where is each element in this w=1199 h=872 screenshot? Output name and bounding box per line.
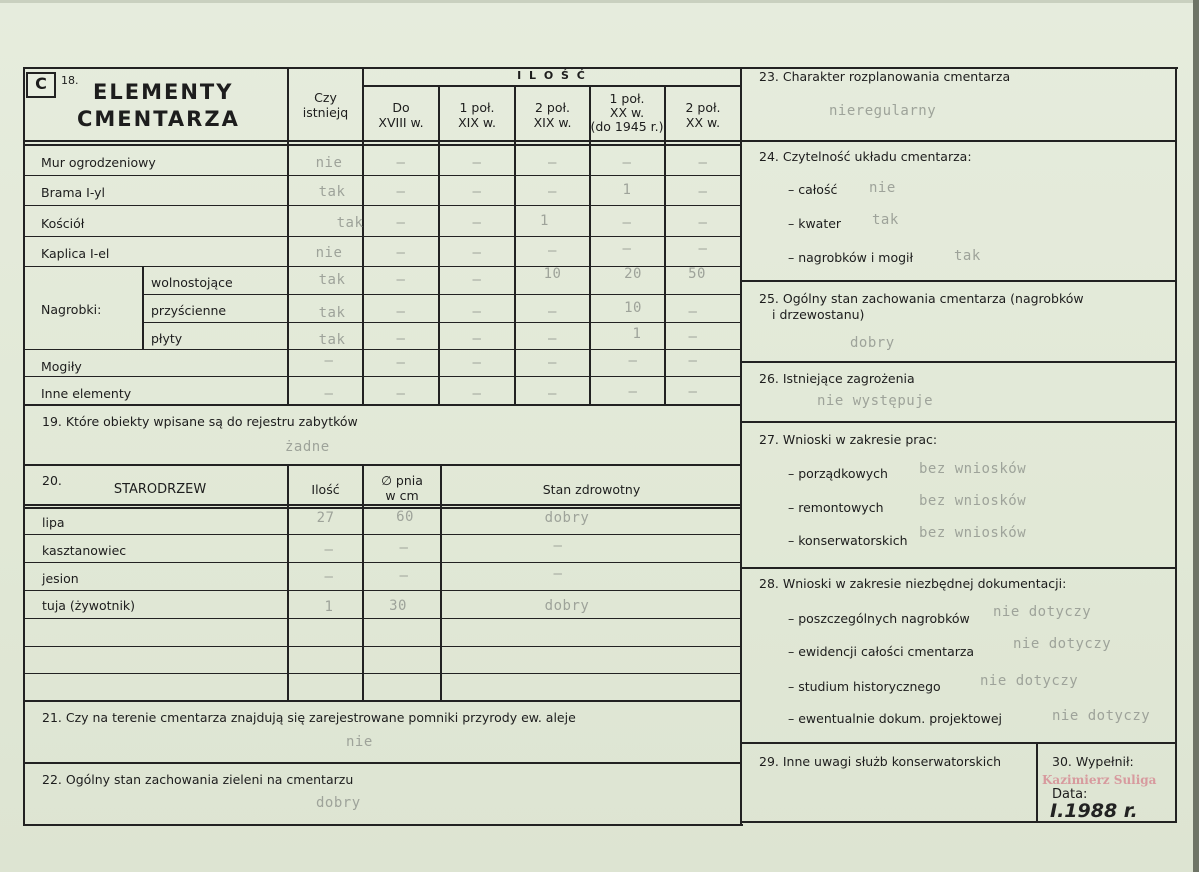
exists-value: tak — [336, 215, 364, 231]
q24-item-answer: tak — [872, 212, 899, 228]
exists-value: – — [324, 353, 334, 369]
q20-title: STARODRZEW — [113, 482, 207, 497]
tree-pnia: – — [399, 568, 409, 584]
period-value: 1 — [632, 326, 642, 342]
period-value: – — [472, 331, 482, 347]
row-label: Kaplica I-el — [41, 246, 110, 261]
tree-stan: – — [553, 566, 563, 582]
period-value: – — [548, 355, 557, 371]
period-header-5: 2 poł. XX w. — [685, 100, 721, 130]
q23-answer: nieregularny — [829, 103, 937, 119]
tree-stan: – — [553, 538, 563, 554]
tree-stan: dobry — [544, 598, 590, 614]
period-value: 1 — [622, 182, 632, 198]
section-18-title-line2: CMENTARZA — [77, 107, 240, 131]
q28-item-label: – ewentualnie dokum. projektowej — [788, 711, 1003, 726]
q28-item-answer: nie dotyczy — [1052, 708, 1151, 724]
period-value: – — [698, 241, 708, 257]
q26-answer: nie występuje — [817, 393, 934, 409]
q24-item-label: – nagrobków i mogił — [788, 250, 914, 265]
tree-ilosc: 1 — [324, 599, 334, 615]
period-value: – — [472, 386, 482, 402]
q20-number: 20. — [42, 473, 62, 488]
row-label: Mogiły — [41, 359, 82, 374]
period-value: – — [688, 304, 698, 320]
period-value: – — [628, 384, 638, 400]
q28-item-label: – studium historycznego — [788, 679, 941, 694]
exists-value: – — [324, 386, 334, 402]
q29-label: 29. Inne uwagi służb konserwatorskich — [759, 754, 1001, 769]
tree-stan: dobry — [544, 510, 590, 526]
q28-item-label: – poszczególnych nagrobków — [788, 611, 970, 626]
q20-col-pnia: ∅ pnia w cm — [381, 473, 423, 503]
ilosc-header: I L O Ś Ć — [517, 69, 587, 82]
period-value: – — [472, 245, 482, 261]
period-value: – — [548, 243, 557, 259]
period-value: 10 — [624, 300, 642, 316]
q30-date-handwritten: I.1988 r. — [1050, 800, 1138, 822]
exists-value: nie — [315, 245, 343, 261]
q20-col-stan: Stan zdrowotny — [542, 482, 641, 497]
section-18-number: 18. — [61, 74, 79, 87]
q22-label: 22. Ogólny stan zachowania zieleni na cmentarzu — [42, 772, 354, 787]
row-label: Mur ogrodzeniowy — [41, 155, 156, 170]
period-value: – — [622, 215, 632, 231]
period-value: – — [396, 215, 406, 231]
q24-item-label: – całość — [788, 182, 838, 197]
period-value: – — [698, 215, 708, 231]
exists-value: tak — [318, 184, 346, 200]
q28-item-answer: nie dotyczy — [1013, 636, 1112, 652]
q25-answer: dobry — [850, 335, 895, 351]
q27-item-answer: bez wniosków — [919, 461, 1027, 477]
period-header-2: 1 poł. XIX w. — [458, 100, 496, 130]
row-label: Kościół — [41, 216, 85, 231]
col-exists-header: Czy istniejq — [302, 90, 349, 120]
period-value: – — [688, 329, 698, 345]
q30-date-label: Data: — [1052, 787, 1088, 802]
signature-stamp: Kazimierz Suliga — [1042, 773, 1157, 787]
q24-item-label: – kwater — [788, 216, 842, 231]
exists-value: nie — [315, 155, 343, 171]
q28-item-answer: nie dotyczy — [993, 604, 1092, 620]
tree-name: kasztanowiec — [42, 543, 127, 558]
tree-name: lipa — [42, 515, 65, 530]
tree-pnia: 60 — [396, 509, 414, 525]
period-header-1: Do XVIII w. — [378, 100, 424, 130]
card-top-edge — [0, 0, 1199, 3]
period-value: – — [396, 155, 406, 171]
q19-answer: żadne — [285, 439, 330, 455]
period-value: – — [548, 386, 557, 402]
tree-name: tuja (żywotnik) — [42, 598, 136, 613]
period-value: – — [472, 215, 482, 231]
row-label: Inne elementy — [41, 386, 132, 401]
q20-col-ilosc: Ilość — [311, 482, 340, 497]
tree-name: jesion — [42, 571, 79, 586]
period-value: – — [472, 184, 482, 200]
period-value: – — [396, 331, 406, 347]
period-value: – — [396, 184, 406, 200]
period-value: – — [472, 155, 482, 171]
q27-item-label: – konserwatorskich — [788, 533, 908, 548]
period-value: – — [396, 304, 406, 320]
q19-label: 19. Które obiekty wpisane są do rejestru zabytków — [42, 414, 358, 429]
period-value: – — [396, 386, 406, 402]
section-18-title-line1: ELEMENTY — [93, 80, 234, 104]
section-c-letter: C — [35, 74, 47, 93]
q28-label: 28. Wnioski w zakresie niezbędnej dokumentacji: — [759, 576, 1067, 591]
period-value: – — [548, 304, 557, 320]
period-value: – — [688, 353, 698, 369]
q27-label: 27. Wnioski w zakresie prac: — [759, 432, 938, 447]
tree-ilosc: 27 — [316, 510, 335, 526]
period-value: – — [548, 155, 557, 171]
row-label: płyty — [151, 331, 183, 346]
exists-value: tak — [318, 332, 346, 348]
period-value: – — [698, 184, 708, 200]
period-value: – — [548, 331, 557, 347]
tree-ilosc: – — [324, 542, 334, 558]
exists-value: tak — [318, 272, 346, 288]
period-value: 20 — [624, 266, 642, 282]
row-label: wolnostojące — [151, 275, 233, 290]
period-value: – — [472, 355, 482, 371]
q27-item-answer: bez wniosków — [919, 493, 1027, 509]
nagrobki-label: Nagrobki: — [41, 302, 102, 317]
q23-label: 23. Charakter rozplanowania cmentarza — [759, 69, 1011, 84]
q27-item-answer: bez wniosków — [919, 525, 1027, 541]
period-value: – — [548, 184, 557, 200]
q21-answer: nie — [346, 734, 373, 750]
period-value: – — [622, 241, 632, 257]
row-label: przyścienne — [151, 303, 227, 318]
q25-label-line2: i drzewostanu) — [772, 307, 865, 322]
tree-pnia: – — [399, 540, 409, 556]
q28-item-answer: nie dotyczy — [980, 673, 1079, 689]
tree-ilosc: – — [324, 569, 334, 585]
row-label: Brama I-yl — [41, 185, 106, 200]
q27-item-label: – remontowych — [788, 500, 884, 515]
period-value: – — [628, 353, 638, 369]
period-header-3: 2 poł. XIX w. — [533, 100, 572, 130]
q24-item-answer: nie — [869, 180, 896, 196]
exists-value: tak — [318, 305, 346, 321]
q27-item-label: – porządkowych — [788, 466, 888, 481]
q26-label: 26. Istniejące zagrożenia — [759, 371, 915, 386]
q30-label: 30. Wypełnił: — [1052, 754, 1134, 769]
period-value: 10 — [543, 266, 562, 282]
period-value: – — [472, 272, 482, 288]
q28-item-label: – ewidencji całości cmentarza — [788, 644, 975, 659]
tree-pnia: 30 — [389, 598, 407, 614]
period-value: – — [396, 272, 406, 288]
period-value: – — [622, 155, 632, 171]
period-value: – — [396, 355, 406, 371]
period-value: 50 — [688, 266, 706, 282]
period-value: – — [472, 304, 482, 320]
card-right-edge — [1193, 0, 1199, 872]
q21-label: 21. Czy na terenie cmentarza znajdują się zarejestrowane pomniki przyrody ew. aleje — [42, 710, 576, 725]
period-header-4: 1 poł. XX w. (do 1945 r.) — [590, 91, 664, 134]
q24-label: 24. Czytelność układu cmentarza: — [759, 149, 972, 164]
q24-item-answer: tak — [954, 248, 981, 264]
period-value: – — [396, 245, 406, 261]
q22-answer: dobry — [316, 795, 361, 811]
q25-label-line1: 25. Ogólny stan zachowania cmentarza (nagrobków — [759, 291, 1084, 306]
period-value: – — [698, 155, 708, 171]
period-value: – — [688, 384, 698, 400]
period-value: 1 — [540, 213, 549, 229]
